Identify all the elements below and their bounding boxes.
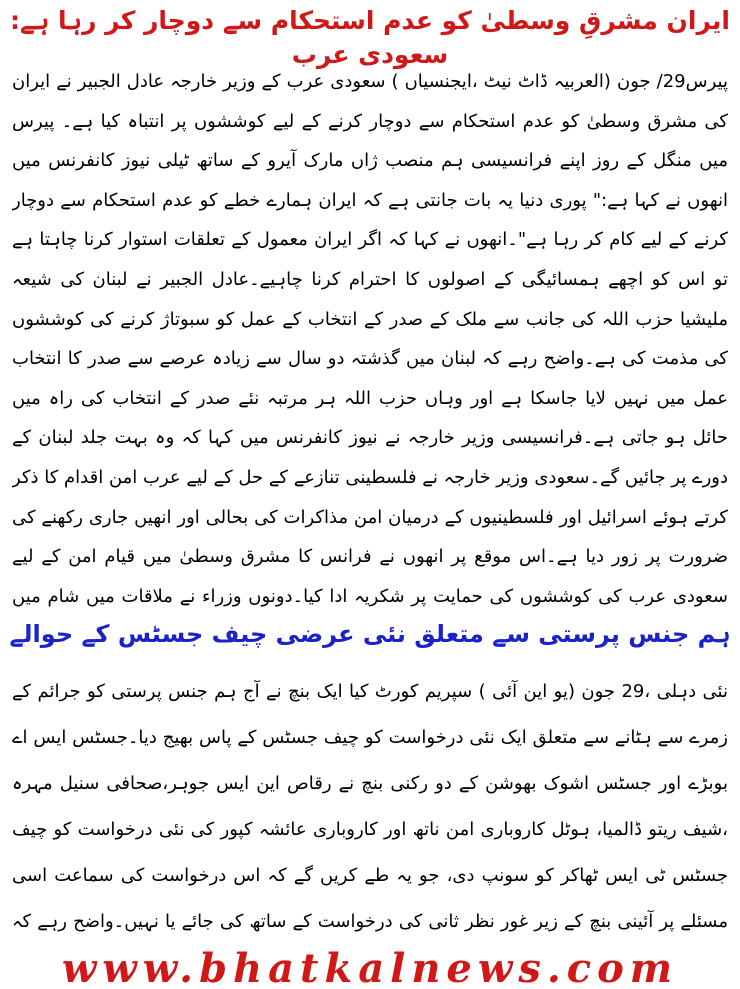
website-footer: www.bhatkalnews.com xyxy=(61,949,679,989)
headline-saudi-iran: ایران مشرقِ وسطیٰ کو عدم استحکام سے دوچار کر رہا ہے: سعودی عرب xyxy=(10,6,730,69)
article-body-supreme-court: نئی دہلی ،29 جون (یو این آئی ) سپریم کورٹ کیا ایک بنچ نے آج ہم جنس پرستی کو جرائم کے زمرے سے ہٹانے سے متعلق ایک نئی درخواست کو چیف جسٹس کے پاس بھیج دیا۔جسٹس ایس اے بوبڑے اور جسٹس اشوک بھوشن کے دو رکنی بنچ نے رقاص این ایس جوہر،صحافی سنیل مہرہ ،شیف ریتو ڈالمیا، ہوٹل کاروباری امن ناتھ اور کاروباری عائشہ کپور کی نئی درخواست کو چیف جسٹس ٹی ایس ٹھاکر کو سونپ دی، جو یہ طے کریں گے کہ اس درخواست کی سماعت اسی مسئلے پر آئینی بنچ کے زیر غور نظر ثانی کی درخواست کے ساتھ کی جائے یا نہیں۔واضح رہے کہ xyxy=(12,681,728,932)
headline-supreme-court: ہم جنس پرستی سے متعلق نئی عرضی چیف جسٹس کے حوالے xyxy=(9,620,731,648)
article-body-saudi-iran: پیرس29/ جون (العربیہ ڈاٹ نیٹ ،ایجنسیاں ) سعودی عرب کے وزیر خارجہ عادل الجبیر نے ایران کی مشرق وسطیٰ کو عدم استحکام سے دوچار کرنے کے لیے کوششوں پر انتباہ کیا ہے۔ پیرس میں منگل کے روز اپنے فرانسیسی ہم منصب ژاں مارک آیرو کے ساتھ ٹیلی نیوز کانفرنس میں انھوں نے کہا ہے:" پوری دنیا یہ بات جانتی ہے کہ ایران ہمارے خطے کو عدم استحکام سے دوچار کرنے کے لیے کام کر رہا ہے"۔انھوں نے کہا کہ اگر ایران معمول کے تعلقات استوار کرنا چاہتا ہے تو اس کو اچھے ہمسائیگی کے اصولوں کا احترام کرنا چاہیے۔عادل الجبیر نے لبنان کی شیعہ ملیشیا حزب اللہ کی جانب سے ملک کے صدر کے انتخاب کے عمل کو سبوتاژ کرنے کی کوششوں کی مذمت کی ہے۔واضح رہے کہ لبنان میں گذشتہ دو سال سے زیادہ عرصے سے صدر کا انتخاب عمل میں نہیں لایا جاسکا ہے اور وہاں حزب اللہ ہر مرتبہ نئے صدر کے انتخاب کی راہ میں حائل ہو جاتی ہے۔فرانسیسی وزیر خارجہ نے نیوز کانفرنس میں کہا کہ وہ بہت جلد لبنان کے دورے پر جائیں گے۔سعودی وزیر خارجہ نے فلسطینی تنازعے کے حل کے لیے عرب امن اقدام کا ذکر کرتے ہوئے اسرائیل اور فلسطینیوں کے درمیان امن مذاکرات کی بحالی اور انھیں جاری رکھنے کی ضرورت پر زور دیا ہے۔اس موقع پر انھوں نے فرانس کا مشرق وسطیٰ میں قیام امن کے لیے سعودی عرب کی کوششوں کی حمایت پر شکریہ ادا کیا۔دونوں وزراء نے ملاقات میں شام میں xyxy=(12,71,728,607)
